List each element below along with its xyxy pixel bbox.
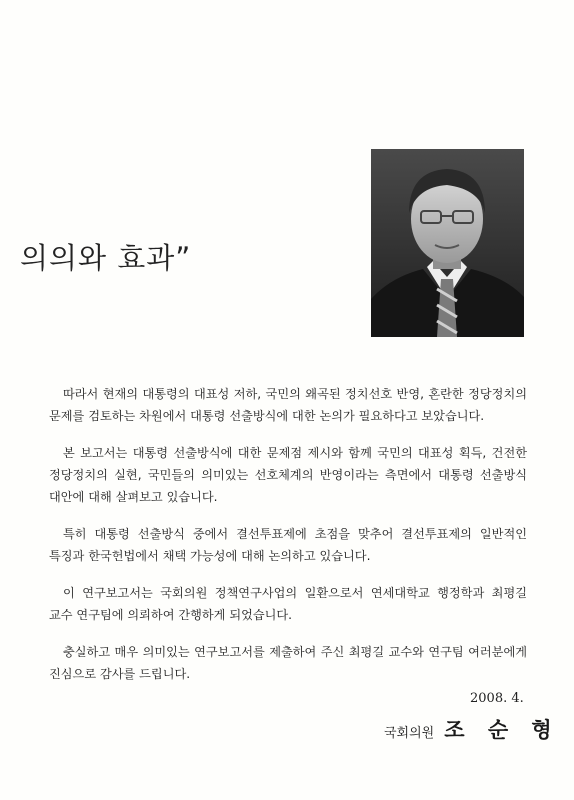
signature-block xyxy=(384,714,560,744)
signature-name: 조 순 형 xyxy=(444,717,560,742)
paragraph: 따라서 현재의 대통령의 대표성 저하, 국민의 왜곡된 정치선호 반영, 혼란한 정당정치의 문제를 검토하는 차원에서 대통령 선출방식에 대한 논의가 필요하다고 보았습니다. xyxy=(49,387,527,423)
document-date: 2008. 4. xyxy=(470,691,524,706)
portrait-image xyxy=(371,149,524,337)
page-heading: 의의와 효과” xyxy=(20,241,192,275)
signature-title: 국회의원 xyxy=(384,726,435,741)
body-text xyxy=(49,383,527,700)
paragraph: 본 보고서는 대통령 선출방식에 대한 문제점 제시와 함께 국민의 대표성 획득, 건전한 정당정치의 실현, 국민들의 의미있는 선호체계의 반영이라는 측면에서 대통령 선출방식 대안에 대해 살펴보고 있습니다. xyxy=(49,446,527,504)
paragraph: 특히 대통령 선출방식 중에서 결선투표제에 초점을 맞추어 결선투표제의 일반적인 특징과 한국헌법에서 채택 가능성에 대해 논의하고 있습니다. xyxy=(49,527,527,563)
author-portrait xyxy=(371,149,524,337)
paragraph: 이 연구보고서는 국회의원 정책연구사업의 일환으로서 연세대학교 행정학과 최평길 교수 연구팀에 의뢰하여 간행하게 되었습니다. xyxy=(49,586,527,622)
paragraph: 충실하고 매우 의미있는 연구보고서를 제출하여 주신 최평길 교수와 연구팀 여러분에게 진심으로 감사를 드립니다. xyxy=(49,645,527,681)
